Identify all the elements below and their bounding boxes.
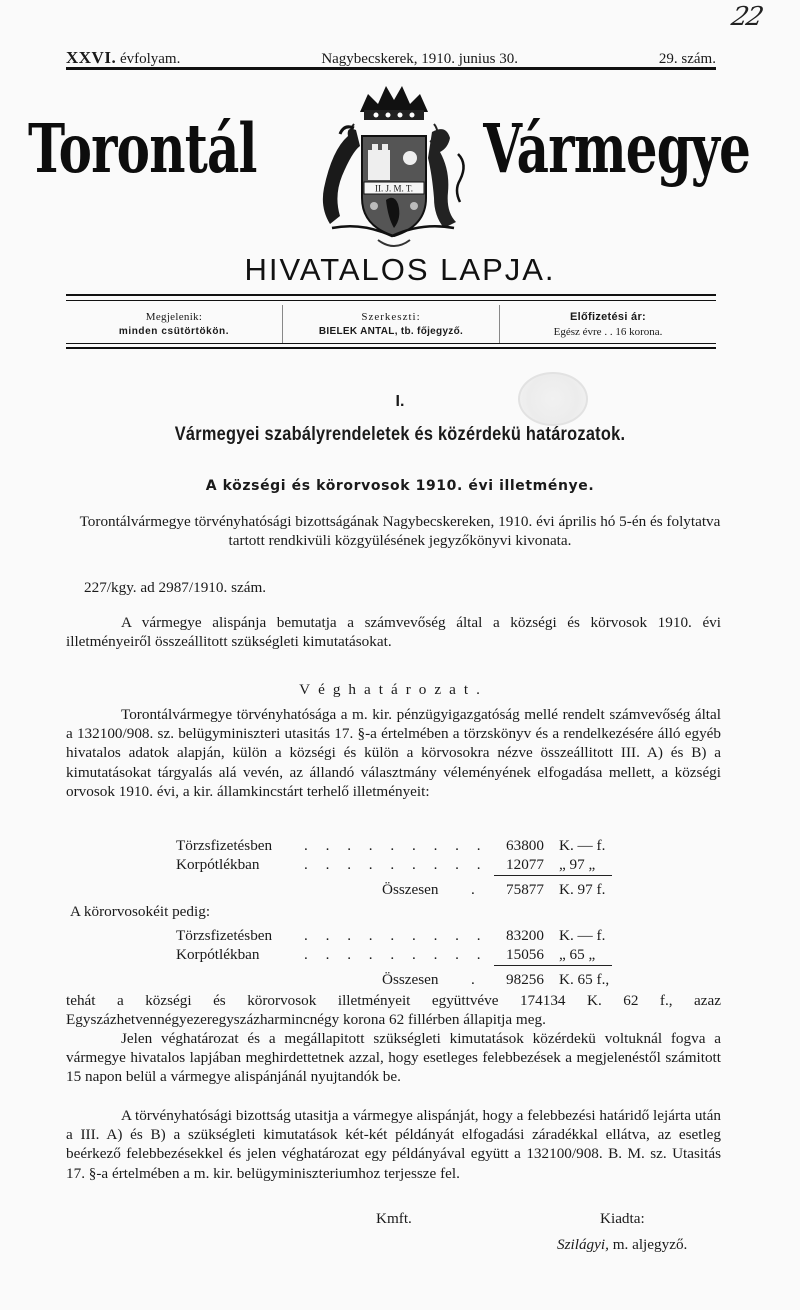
masthead-title-left: Torontál	[28, 110, 257, 189]
district-doctors-table	[66, 926, 726, 989]
masthead-subtitle: HIVATALOS LAPJA.	[244, 252, 556, 287]
masthead	[28, 80, 750, 250]
total-row: Összesen . 98256 K. 65 f.,	[382, 971, 610, 988]
svg-text:II. J. M. T.: II. J. M. T.	[375, 183, 413, 194]
coat-of-arms-icon	[310, 80, 478, 250]
sum-rule	[494, 875, 612, 876]
reference-number: 227/kgy. ad 2987/1910. szám.	[84, 579, 267, 596]
paragraph: Jelen véghatározat és a megállapitott szükségleti kimutatások közérdekü voltuknál fogva a vármegye hivatalos lapjában meghirdettetnek azzal, hogy esetleges felebbezések a megjelenéstől számitott 15 napon belül a vármegye alispánjánál nyujtandók be.	[66, 1030, 721, 1086]
section-title: Vármegyei szabályrendeletek és közérdekü határozatok.	[174, 424, 626, 445]
total-row: Összesen . 75877 K. 97 f.	[382, 881, 606, 898]
paragraph: tehát a községi és körorvosok illetményeit együttvéve 174134 K. 62 f., azaz Egyszázhetvennégyezeregyszázharmincnégy korona 62 fillérben állapitja meg.	[66, 992, 721, 1029]
issue-header-line	[66, 48, 716, 68]
rule	[66, 300, 716, 301]
paragraph: Torontálvármegye törvényhatósága a m. kir. pénzügyigazgatóság mellé rendelt számvevőség által a 132100/908. sz. belügyminiszteri utasitás 17. §-a értelmében a törzskönyv és a rendelkezésére álló egyéb hivatalos adatok alapján, külön a községi és külön a körvosokra nézve összeállitott III. A) és B) a kimutatásokat tárgyalás alá vevén, az állandó választmány véleményének elfogadása mellett, a községi orvosok 1910. évi, a kir. államkincstárt terhelő illetményeit:	[66, 706, 721, 800]
masthead-title-right: Vármegye	[483, 110, 750, 189]
rule	[66, 294, 716, 296]
signer-title: m. aljegyző.	[612, 1236, 688, 1253]
signature	[557, 1236, 687, 1254]
article-title: A községi és körorvosok 1910. évi illetménye.	[205, 478, 595, 494]
decision-heading: Véghatározat.	[299, 681, 488, 698]
rule	[66, 343, 716, 344]
table-row: Korpótlékban . . . . . . . . . 12077 „ 97 „	[66, 855, 726, 874]
page-marker: 22	[728, 2, 765, 32]
publication-info: Megjelenik: minden csütörtökön.	[118, 311, 230, 337]
paragraph: A vármegye alispánja bemutatja a számvevőség által a községi és körvosok 1910. évi illetményeiről összeállitott szükségleti kimutatásokat.	[66, 614, 721, 651]
minutes-intro: Torontálvármegye törvényhatósági bizottságának Nagybecskereken, 1910. évi április hó 5-én és folytatva tartott rendkivüli közgyülésének jegyzőkönyvi kivonata.	[79, 513, 721, 550]
volume: XXVI. évfolyam.	[66, 48, 181, 67]
sum-rule	[494, 965, 612, 966]
communal-doctors-table	[66, 836, 726, 899]
signer-name: Szilágyi,	[557, 1236, 609, 1253]
section-number: I.	[395, 393, 405, 410]
closing-issued-by: Kiadta:	[600, 1210, 645, 1227]
place-date: Nagybecskerek, 1910. junius 30.	[321, 51, 518, 67]
rule	[66, 347, 716, 349]
issue-number: 29. szám.	[658, 51, 716, 67]
editor-info: Szerkeszti: BIELEK ANTAL, tb. főjegyző.	[282, 305, 499, 343]
paragraph: A törvényhatósági bizottság utasitja a vármegye alispánját, hogy a felebbezési határidő lejárta után a III. A) és B) a szükségleti kimutatások két-két példányát elfogadási záradékkal ellátva, az esetleg beérkező felebbezésekkel és jelen véghatározat egy példányával együtt a 132100/908. B. M. sz. Utasitás 17. §-a értelmében a m. kir. belügyminiszteriumhoz terjessze fel.	[66, 1107, 721, 1182]
table-row: Korpótlékban . . . . . . . . . 15056 „ 65 „	[66, 945, 726, 964]
table-row: Törzsfizetésben . . . . . . . . . 83200 K. — f.	[176, 927, 606, 944]
closing-kmft: Kmft.	[376, 1210, 412, 1227]
table-row: Törzsfizetésben . . . . . . . . . 63800 K. — f.	[176, 837, 606, 854]
district-doctors-intro: A körorvosokéit pedig:	[70, 903, 211, 920]
subscription-info: Előfizetési ár: Egész évre . . 16 korona.	[499, 305, 716, 343]
info-bar	[66, 305, 716, 343]
header-rule	[66, 67, 716, 70]
